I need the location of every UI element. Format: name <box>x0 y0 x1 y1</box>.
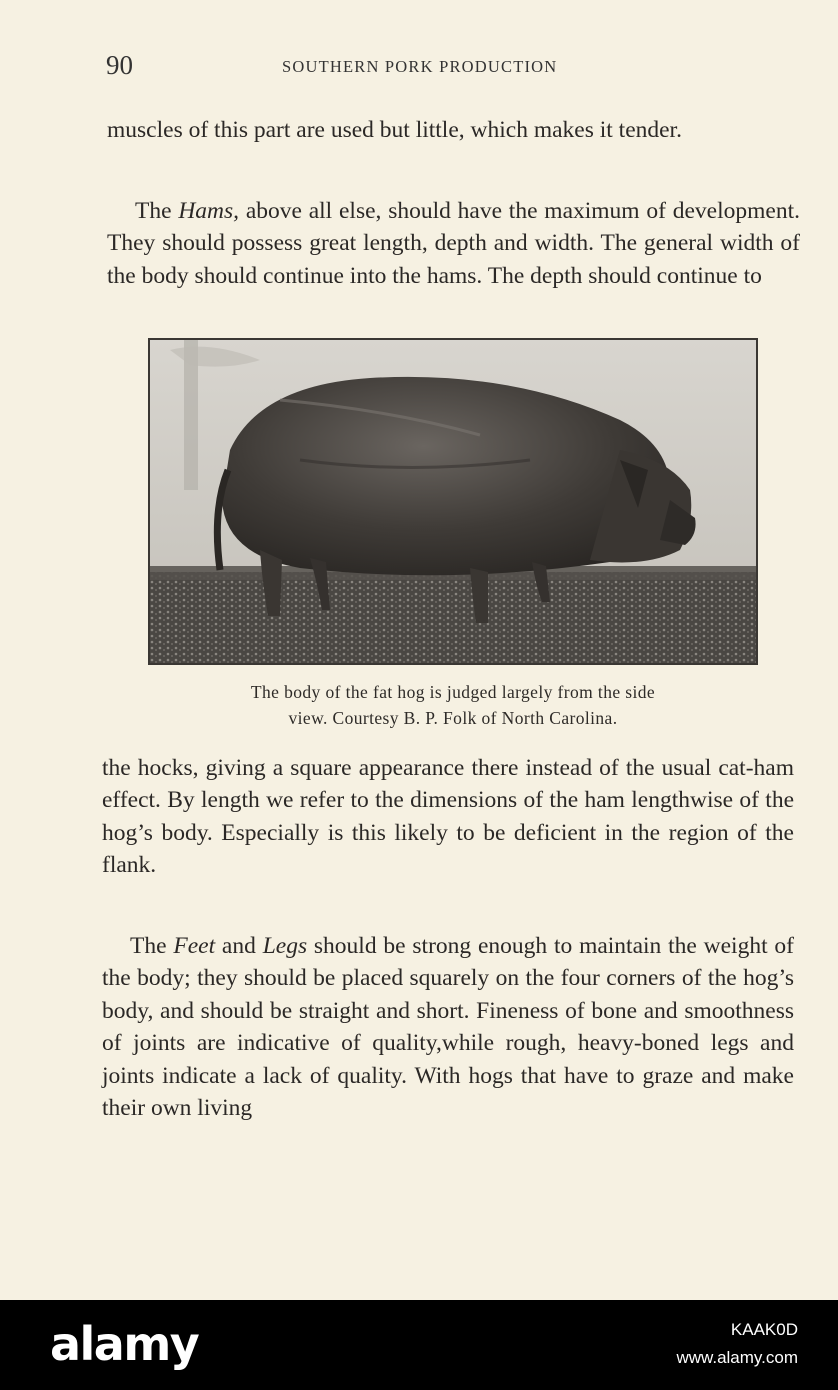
paragraph-lead: The <box>130 933 174 959</box>
alamy-logo: alamy <box>50 1317 199 1371</box>
caption-line-2: view. Courtesy B. P. Folk of North Carolina. <box>288 708 618 728</box>
paragraph-body: should be strong enough to maintain the weight of the body; they should be placed squarely on the four corners of the hog’s body, and should be straight and short. Fineness of bone and smoothness of joints are indicative of quality,while rough, heavy-boned legs and joints indicate a lack of quality. With hogs that have to graze and make their own living <box>102 933 794 1122</box>
stock-image-id: KAAK0D <box>730 1320 798 1339</box>
page-header <box>106 50 800 82</box>
paragraph-body: above all else, should have the maximum of development. They should possess great length, depth and width. The general width of the body should continue into the hams. The depth should continue to <box>107 198 800 289</box>
term-hams: Hams, <box>178 198 240 224</box>
caption-line-1: The body of the fat hog is judged largely from the side <box>250 682 656 702</box>
stock-url: www.alamy.com <box>676 1348 798 1367</box>
paragraph-feet-legs <box>102 930 794 1124</box>
paragraph-hams <box>107 195 800 292</box>
paragraph-conjunction: and <box>215 933 263 959</box>
paragraph-hocks: the hocks, giving a square appearance there instead of the usual cat-ham effect. By length we refer to the dimensions of the ham lengthwise of the hog’s body. Especially is this likely to be deficient in the region of the flank. <box>102 755 794 879</box>
term-legs: Legs <box>262 933 308 959</box>
hog-photograph <box>148 338 758 665</box>
page-number: 90 <box>106 50 133 80</box>
figure-caption <box>148 679 758 731</box>
hog-illustration <box>150 340 756 663</box>
stock-watermark-bar <box>0 1300 838 1390</box>
running-head: SOUTHERN PORK PRODUCTION <box>282 57 558 76</box>
paragraph-continued: muscles of this part are used but little, which makes it tender. <box>107 117 682 143</box>
paragraph-lead: The <box>135 198 179 224</box>
term-feet: Feet <box>173 933 216 959</box>
